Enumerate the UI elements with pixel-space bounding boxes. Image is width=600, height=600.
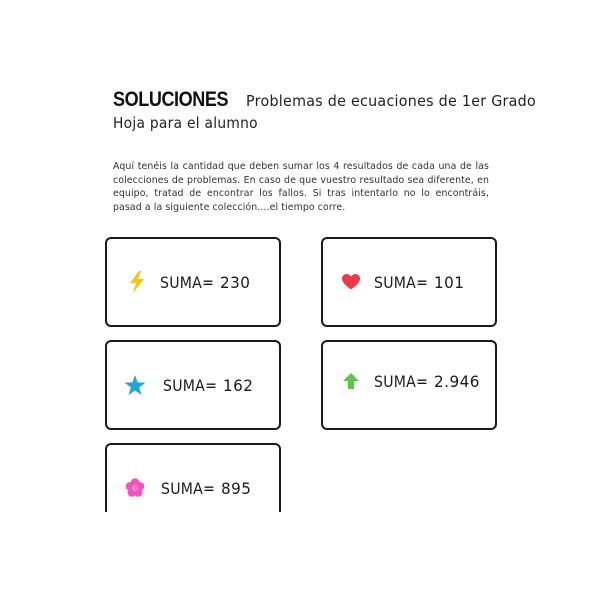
page-subtitle-secondary: Hoja para el alumno <box>113 114 258 132</box>
sum-label: SUMA= <box>161 478 216 498</box>
sum-label: SUMA= <box>374 371 429 391</box>
sum-label: SUMA= <box>374 272 429 292</box>
sum-value: 895 <box>220 478 251 498</box>
heart-shape <box>342 274 360 290</box>
sum-label: SUMA= <box>160 272 215 292</box>
intro-paragraph: Aquí tenéis la cantidad que deben sumar los 4 resultados de cada una de las colecciones de problemas. En caso de que vuestro resultado sea diferente, en equipo, tratad de encontrar los fallos. Si tras intentarlo no lo encontráis, pasad a la siguiente colección....el tiempo corre. <box>113 161 489 213</box>
answer-card-heart <box>321 237 497 327</box>
sum-value: 2.946 <box>433 371 480 391</box>
star-icon <box>124 374 146 396</box>
arrow-shape <box>343 373 359 389</box>
lightning-shape <box>130 271 144 293</box>
title-line <box>113 88 536 112</box>
flower-icon <box>124 477 146 499</box>
answer-card-arrow <box>321 340 497 430</box>
page-subtitle: Problemas de ecuaciones de 1er Grado <box>245 92 536 110</box>
sum-value: 162 <box>222 375 253 395</box>
answer-card-star <box>105 340 281 430</box>
sum-label: SUMA= <box>163 375 218 395</box>
answer-card-lightning <box>105 237 281 327</box>
sum-value: 230 <box>219 272 250 292</box>
arrow-up-icon <box>340 370 362 392</box>
page-title: SOLUCIONES <box>113 88 229 111</box>
star-shape <box>125 375 146 395</box>
answer-card-flower <box>105 443 281 512</box>
header <box>113 88 536 132</box>
heart-icon <box>340 271 362 293</box>
sum-value: 101 <box>433 272 464 292</box>
lightning-icon <box>126 271 148 293</box>
